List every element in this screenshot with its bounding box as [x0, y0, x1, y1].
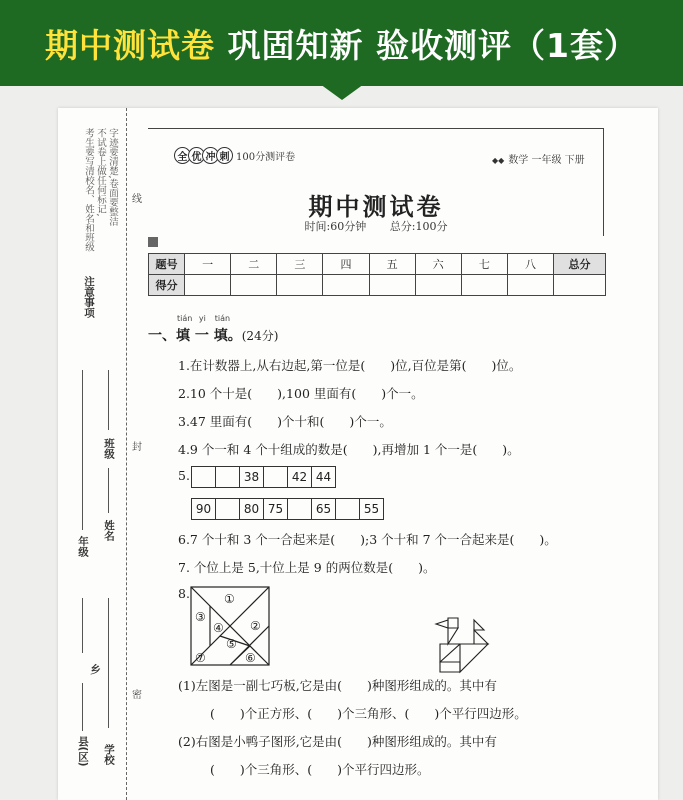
duck-body-front: [440, 644, 460, 662]
score-col-header: 七: [461, 254, 507, 275]
number-cell: 90: [191, 498, 216, 520]
score-cell[interactable]: [323, 275, 369, 296]
piece-label: ④: [213, 621, 224, 635]
notice-line-2: 不试卷上做任何标记,: [95, 128, 106, 217]
exam-total: 总分:100分: [389, 220, 448, 233]
number-cell[interactable]: [335, 498, 360, 520]
tangram-figure: [190, 586, 270, 666]
score-cell[interactable]: [369, 275, 415, 296]
score-col-header: 一: [185, 254, 231, 275]
number-row-2: [192, 498, 384, 520]
section-char: [194, 314, 209, 345]
number-cell: 38: [239, 466, 264, 488]
section-char: [176, 314, 193, 345]
section-char-text: 填: [176, 328, 190, 344]
notice-line-1: 考生要写清校名、姓名和班级: [83, 128, 94, 252]
number-cell: 80: [239, 498, 264, 520]
score-col-header: 八: [507, 254, 553, 275]
subject-info: [492, 151, 585, 166]
brand-char: 冲: [202, 147, 219, 164]
name-label: 姓名: [103, 520, 115, 541]
section-points: (24分): [241, 329, 279, 343]
question-4: 4.9 个一和 4 个十组成的数是( ),再增加 1 个一是( )。: [178, 442, 520, 457]
township-label: 乡: [89, 664, 101, 675]
score-cell-total[interactable]: [554, 275, 606, 296]
school-line: [108, 598, 109, 728]
bullet-icon: ◆◆: [492, 156, 505, 165]
county-label: 县(区): [77, 736, 89, 767]
number-cell: 44: [311, 466, 336, 488]
number-cell: 65: [311, 498, 336, 520]
cut-label-seal: 封: [132, 442, 142, 453]
number-cell: 75: [263, 498, 288, 520]
notice-title: 注意事项: [83, 276, 95, 318]
score-col-header: 六: [415, 254, 461, 275]
banner-title-rest: 巩固知新 验收测评（1套）: [215, 26, 638, 65]
question-8-2-a: (2)右图是小鸭子图形,它是由( )种图形组成的。其中有: [178, 734, 497, 749]
score-cell[interactable]: [277, 275, 323, 296]
number-row-1: [192, 466, 336, 488]
pinyin: tián: [177, 314, 193, 323]
duck-neck: [448, 628, 458, 644]
score-table-row-score: [149, 275, 606, 296]
banner-notch: [320, 84, 364, 100]
score-row-label: 题号: [149, 254, 185, 275]
grade-label: 年级: [77, 536, 89, 557]
duck-body-back: [460, 644, 488, 672]
section-char-text: 填: [213, 328, 228, 344]
question-8-1-a: (1)左图是一副七巧板,它是由( )种图形组成的。其中有: [178, 678, 497, 693]
duck-beak: [436, 620, 448, 628]
question-8-label: 8.: [178, 586, 190, 601]
number-cell[interactable]: [215, 466, 240, 488]
banner-title-highlight: 期中测试卷: [45, 26, 216, 65]
score-row-label: 得分: [149, 275, 185, 296]
piece-label: ①: [224, 592, 235, 606]
piece-label: ⑤: [226, 637, 237, 651]
number-cell[interactable]: [263, 466, 288, 488]
exam-title: 期中测试卷: [308, 192, 444, 221]
brand-char: 全: [174, 147, 191, 164]
question-2: 2.10 个十是( ),100 里面有( )个一。: [178, 386, 424, 401]
exam-content: [148, 108, 658, 800]
score-col-header: 二: [231, 254, 277, 275]
brand-char: 刺: [216, 147, 233, 164]
section-prefix: 一、: [148, 328, 176, 344]
duck-tail: [474, 630, 488, 644]
brand-subtitle: 100分测评卷: [236, 152, 296, 163]
number-cell[interactable]: [191, 466, 216, 488]
cut-label-secret: 密: [132, 690, 142, 701]
section-suffix: 。: [227, 328, 242, 344]
subject-text: 数学 一年级 下册: [508, 155, 585, 166]
question-1: 1.在计数器上,从右边起,第一位是( )位,百位是第( )位。: [178, 358, 522, 373]
brand-logo: [174, 147, 295, 164]
section-char-text: 一: [194, 328, 209, 344]
binding-margin: [58, 108, 142, 800]
notice-line-3: 字迹要清楚,卷面要整洁: [107, 128, 118, 227]
cut-line: [126, 108, 127, 800]
section-char: [213, 314, 231, 345]
question-6: 6.7 个十和 3 个一合起来是( );3 个十和 7 个一合起来是( )。: [178, 532, 557, 547]
exam-time: 时间:60分钟: [304, 220, 367, 233]
township-line: [82, 598, 83, 653]
score-col-header: 五: [369, 254, 415, 275]
score-total-header: 总分: [554, 254, 606, 275]
score-cell[interactable]: [185, 275, 231, 296]
brand-char: 优: [188, 147, 205, 164]
number-cell[interactable]: [287, 498, 312, 520]
number-cell: 55: [359, 498, 384, 520]
corner-mark: [148, 237, 158, 247]
question-3: 3.47 里面有( )个十和( )个一。: [178, 414, 392, 429]
question-8-1-b: ( )个正方形、( )个三角形、( )个平行四边形。: [210, 706, 527, 721]
grade-line: [82, 370, 83, 530]
piece-label: ③: [195, 610, 206, 624]
class-line: [108, 370, 109, 430]
question-5-label: 5.: [178, 468, 190, 483]
duck-figure: [426, 616, 496, 674]
name-line: [108, 468, 109, 513]
score-col-header: 三: [277, 254, 323, 275]
cut-label-line: 线: [132, 194, 142, 205]
score-cell[interactable]: [231, 275, 277, 296]
county-line: [82, 683, 83, 731]
score-cell[interactable]: [461, 275, 507, 296]
question-8-2-b: ( )个三角形、( )个平行四边形。: [210, 762, 430, 777]
number-cell[interactable]: [215, 498, 240, 520]
exam-paper: [58, 108, 658, 800]
piece-label: ②: [250, 619, 261, 633]
score-table-row-header: [149, 254, 606, 275]
section-1-heading: [148, 314, 279, 345]
duck-belly: [440, 662, 460, 672]
piece-label: ⑥: [245, 651, 256, 665]
class-label: 班级: [103, 438, 115, 459]
number-cell: 42: [287, 466, 312, 488]
score-col-header: 四: [323, 254, 369, 275]
duck-tail-tip: [474, 620, 484, 630]
banner-title: [0, 20, 683, 67]
score-table: [148, 253, 606, 296]
pinyin: yi: [198, 314, 206, 323]
score-cell[interactable]: [415, 275, 461, 296]
school-label: 学校: [103, 744, 115, 765]
exam-meta: [148, 218, 604, 234]
pinyin: tián: [214, 314, 231, 323]
score-cell[interactable]: [507, 275, 553, 296]
duck-head: [448, 618, 458, 628]
question-7: 7. 个位上是 5,十位上是 9 的两位数是( )。: [178, 560, 436, 575]
piece-label: ⑦: [195, 651, 206, 665]
